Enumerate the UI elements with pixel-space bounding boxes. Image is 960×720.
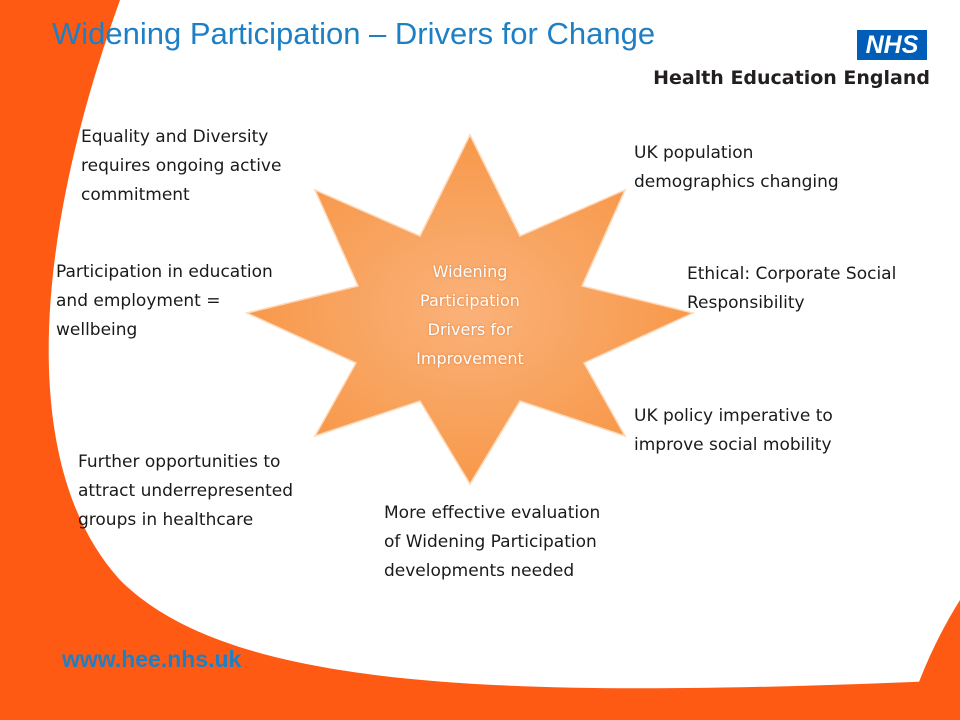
driver-social-mobility: UK policy imperative to improve social mobility	[634, 406, 833, 455]
driver-uk-demographics: UK population demographics changing	[634, 143, 839, 192]
slide-title: Widening Participation – Drivers for Change	[52, 16, 656, 51]
organisation-name: Health Education England	[653, 67, 930, 89]
star-center-label: Widening Participation Drivers for Improvement	[416, 262, 524, 368]
footer-url: www.hee.nhs.uk	[62, 646, 242, 672]
nhs-logo: NHS	[857, 30, 927, 60]
driver-underrepresented-groups: Further opportunities to attract underrepresented groups in healthcare	[78, 452, 294, 530]
driver-participation-wellbeing: Participation in education and employment = wellbeing	[56, 262, 273, 340]
driver-ethical-csr: Ethical: Corporate Social Responsibility	[687, 264, 897, 313]
driver-evaluation: More effective evaluation of Widening Participation developments needed	[384, 503, 601, 581]
driver-equality-diversity: Equality and Diversity requires ongoing active commitment	[81, 127, 282, 205]
